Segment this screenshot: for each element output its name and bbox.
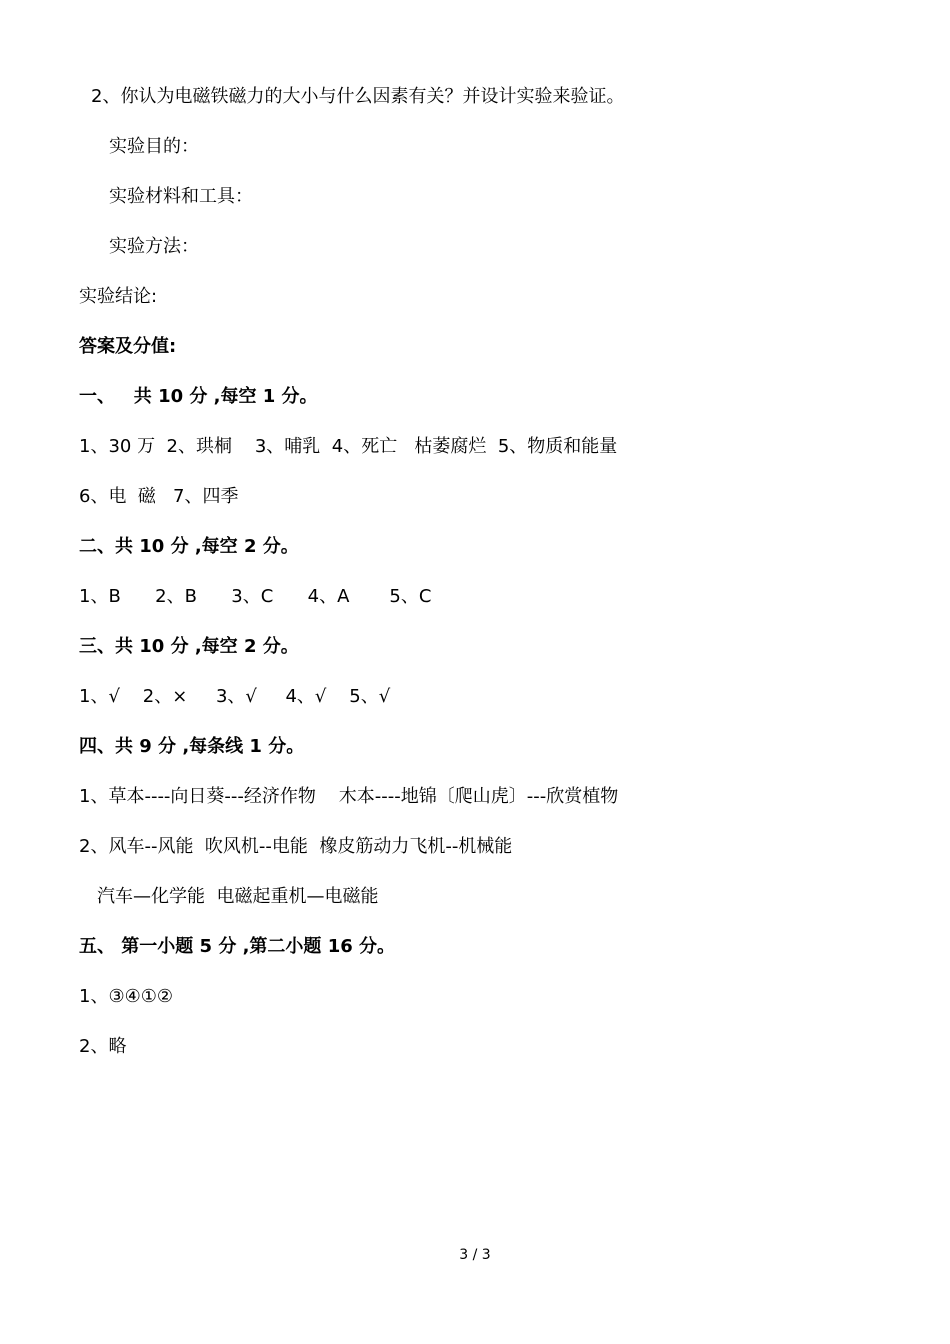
- question-2: 2、你认为电磁铁磁力的大小与什么因素有关？并设计实验来验证。: [91, 86, 625, 107]
- section-3-header: 三、共 10 分 ,每空 2 分。: [79, 636, 299, 657]
- section-4-line-3: 汽车—化学能 电磁起重机—电磁能: [97, 886, 379, 907]
- section-4-header: 四、共 9 分 ,每条线 1 分。: [79, 736, 305, 757]
- section-4-line-1: 1、草本----向日葵---经济作物 木本----地锦〔爬山虎〕---欣赏植物: [79, 786, 619, 807]
- section-2-line-1: 1、B 2、B 3、C 4、A 5、C: [79, 586, 432, 607]
- section-5-header: 五、 第一小题 5 分 ,第二小题 16 分。: [79, 936, 396, 957]
- section-5-line-1: 1、③④①②: [79, 986, 173, 1007]
- answers-heading: 答案及分值:: [79, 336, 177, 357]
- section-1-header: 一、 共 10 分 ,每空 1 分。: [79, 386, 318, 407]
- experiment-method-label: 实验方法：: [109, 236, 199, 257]
- experiment-conclusion-label: 实验结论:: [79, 286, 158, 307]
- page-number: 3 / 3: [459, 1247, 491, 1263]
- section-2-header: 二、共 10 分 ,每空 2 分。: [79, 536, 299, 557]
- section-5-line-2: 2、略: [79, 1036, 127, 1057]
- section-4-line-2: 2、风车--风能 吹风机--电能 橡皮筋动力飞机--机械能: [79, 836, 513, 857]
- section-1-line-2: 6、电 磁 7、四季: [79, 486, 239, 507]
- experiment-materials-label: 实验材料和工具：: [109, 186, 253, 207]
- experiment-purpose-label: 实验目的：: [109, 136, 199, 157]
- section-1-line-1: 1、30 万 2、珙桐 3、哺乳 4、死亡 枯萎腐烂 5、物质和能量: [79, 436, 618, 457]
- section-3-line-1: 1、√ 2、× 3、√ 4、√ 5、√: [79, 686, 391, 707]
